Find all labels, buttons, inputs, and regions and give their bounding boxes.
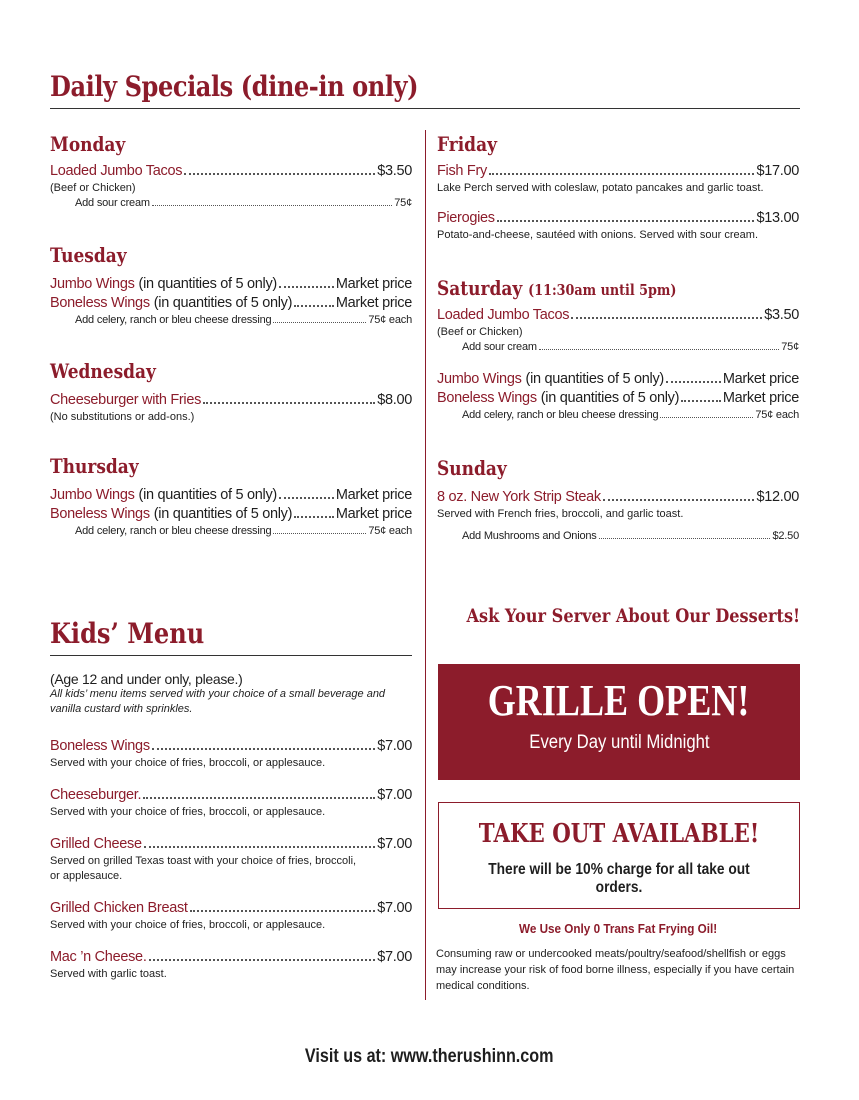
menu-item (50, 786, 412, 805)
desserts-text: Ask Your Server About Our Desserts! (466, 605, 801, 627)
website-link[interactable]: Visit us at: www.therushinn.com (305, 1046, 554, 1067)
item-name: Jumbo Wings (437, 371, 522, 387)
menu-item (50, 505, 412, 524)
item-price: Market price (335, 295, 412, 311)
leader-dots (203, 402, 375, 404)
item-price: Market price (335, 487, 412, 503)
kids-divider (50, 655, 412, 656)
grille-title-text: GRILLE OPEN! (488, 676, 750, 725)
day-heading: Friday (437, 132, 497, 156)
item-price: Market price (722, 390, 799, 406)
addon-price: 75¢ (781, 341, 799, 353)
item-description: Lake Perch served with coleslaw, potato pancakes and garlic toast. (437, 182, 764, 194)
item-description: (No substitutions or add-ons.) (50, 411, 195, 423)
item-name: Fish Fry (437, 163, 487, 179)
addon-price: 75¢ each (368, 525, 412, 537)
item-qualifier: (in quantities of 5 only) (525, 371, 664, 387)
leader-dots (294, 516, 334, 518)
wednesday-section (50, 359, 412, 425)
item-price: $7.00 (377, 949, 412, 965)
kids-menu-title: Kids’ Menu (50, 617, 205, 650)
addon-line (462, 529, 799, 544)
menu-item (437, 488, 799, 507)
addon-label: Add sour cream (462, 341, 537, 353)
item-description: (Beef or Chicken) (437, 326, 523, 338)
day-heading: Tuesday (50, 243, 127, 267)
menu-item (50, 162, 412, 181)
leader-dots (144, 846, 375, 848)
item-name: Boneless Wings (50, 738, 150, 754)
item-qualifier: (in quantities of 5 only) (138, 487, 277, 503)
item-price: $7.00 (377, 900, 412, 916)
kids-age-note: (Age 12 and under only, please.) (50, 671, 243, 687)
addon-label: Add celery, ranch or bleu cheese dressing (75, 314, 272, 326)
addon-label: Add celery, ranch or bleu cheese dressing (75, 525, 272, 537)
leader-dots (279, 286, 334, 288)
addon-label: Add sour cream (75, 197, 150, 209)
column-divider (425, 130, 426, 1000)
leader-dots (571, 317, 762, 319)
leader-dots (660, 417, 753, 418)
takeout-subtitle (439, 861, 799, 897)
item-name: Loaded Jumbo Tacos (50, 163, 183, 179)
grille-subtitle (438, 732, 800, 754)
item-price: Market price (335, 506, 412, 522)
addon-price: 75¢ each (755, 409, 799, 421)
item-name: Jumbo Wings (50, 487, 135, 503)
leader-dots (152, 205, 392, 206)
grille-title (438, 676, 800, 726)
trans-fat-note (437, 921, 799, 936)
item-name: Grilled Chicken Breast (50, 900, 188, 916)
item-price: $8.00 (377, 392, 412, 408)
leader-dots (489, 173, 754, 175)
menu-item (50, 275, 412, 294)
day-hours: (11:30am until 5pm) (528, 281, 677, 299)
page-title: Daily Specials (dine-in only) (50, 70, 419, 103)
trans-fat-text: We Use Only 0 Trans Fat Frying Oil! (518, 921, 718, 936)
takeout-banner (438, 802, 800, 909)
item-price: $7.00 (377, 738, 412, 754)
item-qualifier: (in quantities of 5 only) (540, 390, 680, 406)
item-price: $3.50 (377, 163, 412, 179)
saturday-section (437, 276, 799, 423)
addon-price: 75¢ each (368, 314, 412, 326)
item-name: Grilled Cheese (50, 836, 142, 852)
menu-item (50, 899, 412, 918)
leader-dots (273, 322, 366, 323)
leader-dots (149, 959, 376, 961)
item-price: $13.00 (756, 210, 799, 226)
item-description: Served on grilled Texas toast with your choice of fries, broccoli, (50, 855, 357, 867)
footer (0, 1046, 859, 1068)
leader-dots (279, 497, 334, 499)
day-heading: Thursday (50, 454, 139, 478)
item-price: $12.00 (756, 489, 799, 505)
food-safety-warning: Consuming raw or undercooked meats/poultry/seafood/shellfish or eggs may increase your risk of food borne illness, especially if you have certain medical conditions. (436, 948, 795, 992)
day-heading (437, 276, 745, 302)
monday-section (50, 132, 412, 211)
leader-dots (143, 797, 375, 799)
addon-price: 75¢ (394, 197, 412, 209)
item-name: Cheeseburger. (50, 787, 142, 803)
day-name: Saturday (437, 276, 523, 300)
item-qualifier: (in quantities of 5 only) (138, 276, 277, 292)
leader-dots (184, 173, 375, 175)
leader-dots (190, 910, 376, 912)
item-description: Potato-and-cheese, sautéed with onions. Served with sour cream. (437, 229, 759, 241)
addon-label: Add celery, ranch or bleu cheese dressing (462, 409, 659, 421)
leader-dots (599, 538, 771, 539)
item-name: Boneless Wings (437, 390, 537, 406)
item-price: $3.50 (764, 307, 799, 323)
item-description: Served with your choice of fries, broccoli, or applesauce. (50, 806, 326, 818)
item-description: (Beef or Chicken) (50, 182, 136, 194)
thursday-section (50, 454, 412, 539)
kids-menu-section (50, 671, 412, 982)
item-price: Market price (335, 276, 412, 292)
menu-item (437, 209, 799, 228)
addon-line (75, 196, 412, 211)
addon-line (75, 524, 412, 539)
addon-price: $2.50 (772, 530, 799, 542)
addon-line (462, 340, 799, 355)
item-name: Mac ’n Cheese. (50, 949, 147, 965)
item-qualifier: (in quantities of 5 only) (153, 295, 293, 311)
addon-line (75, 313, 412, 328)
day-heading: Monday (50, 132, 126, 156)
leader-dots (152, 748, 375, 750)
item-price: Market price (722, 371, 799, 387)
item-price: $17.00 (756, 163, 799, 179)
item-description: Served with French fries, broccoli, and garlic toast. (437, 508, 684, 520)
item-name: Cheeseburger with Fries (50, 392, 202, 408)
leader-dots (497, 220, 755, 222)
item-description: Served with your choice of fries, broccoli, or applesauce. (50, 757, 326, 769)
item-qualifier: (in quantities of 5 only) (153, 506, 293, 522)
menu-item (437, 389, 799, 408)
item-name: Loaded Jumbo Tacos (437, 307, 570, 323)
takeout-title (439, 817, 799, 851)
desserts-callout (437, 605, 799, 627)
grille-open-banner (438, 664, 800, 780)
title-divider (50, 108, 800, 109)
leader-dots (666, 381, 721, 383)
addon-label: Add Mushrooms and Onions (462, 530, 597, 542)
kids-intro: All kids’ menu items served with your choice of a small beverage and vanilla custard with sprinkles. (50, 688, 386, 715)
tuesday-section (50, 243, 412, 328)
menu-item (50, 737, 412, 756)
takeout-title-text: TAKE OUT AVAILABLE! (478, 819, 760, 849)
item-description-cont: or applesauce. (50, 870, 123, 882)
leader-dots (273, 533, 366, 534)
item-name: Jumbo Wings (50, 276, 135, 292)
leader-dots (294, 305, 334, 307)
item-name: Boneless Wings (50, 295, 150, 311)
menu-item (437, 370, 799, 389)
addon-line (462, 408, 799, 423)
item-description: Served with your choice of fries, broccoli, or applesauce. (50, 919, 326, 931)
menu-item (50, 391, 412, 410)
menu-item (437, 306, 799, 325)
item-name: Boneless Wings (50, 506, 150, 522)
menu-item (50, 294, 412, 313)
menu-item (50, 486, 412, 505)
item-description: Served with garlic toast. (50, 968, 167, 980)
menu-item (50, 948, 412, 967)
leader-dots (603, 499, 755, 501)
leader-dots (539, 349, 779, 350)
sunday-section (437, 456, 799, 544)
day-heading: Sunday (437, 456, 507, 480)
day-heading: Wednesday (50, 359, 156, 383)
item-name: 8 oz. New York Strip Steak (437, 489, 601, 505)
leader-dots (681, 400, 721, 402)
friday-section (437, 132, 799, 243)
item-price: $7.00 (377, 836, 412, 852)
item-name: Pierogies (437, 210, 495, 226)
menu-item (437, 162, 799, 181)
item-price: $7.00 (377, 787, 412, 803)
grille-subtitle-text: Every Day until Midnight (528, 732, 710, 753)
menu-item (50, 835, 412, 854)
takeout-subtitle-text: There will be 10% charge for all take out orders. (488, 861, 750, 896)
